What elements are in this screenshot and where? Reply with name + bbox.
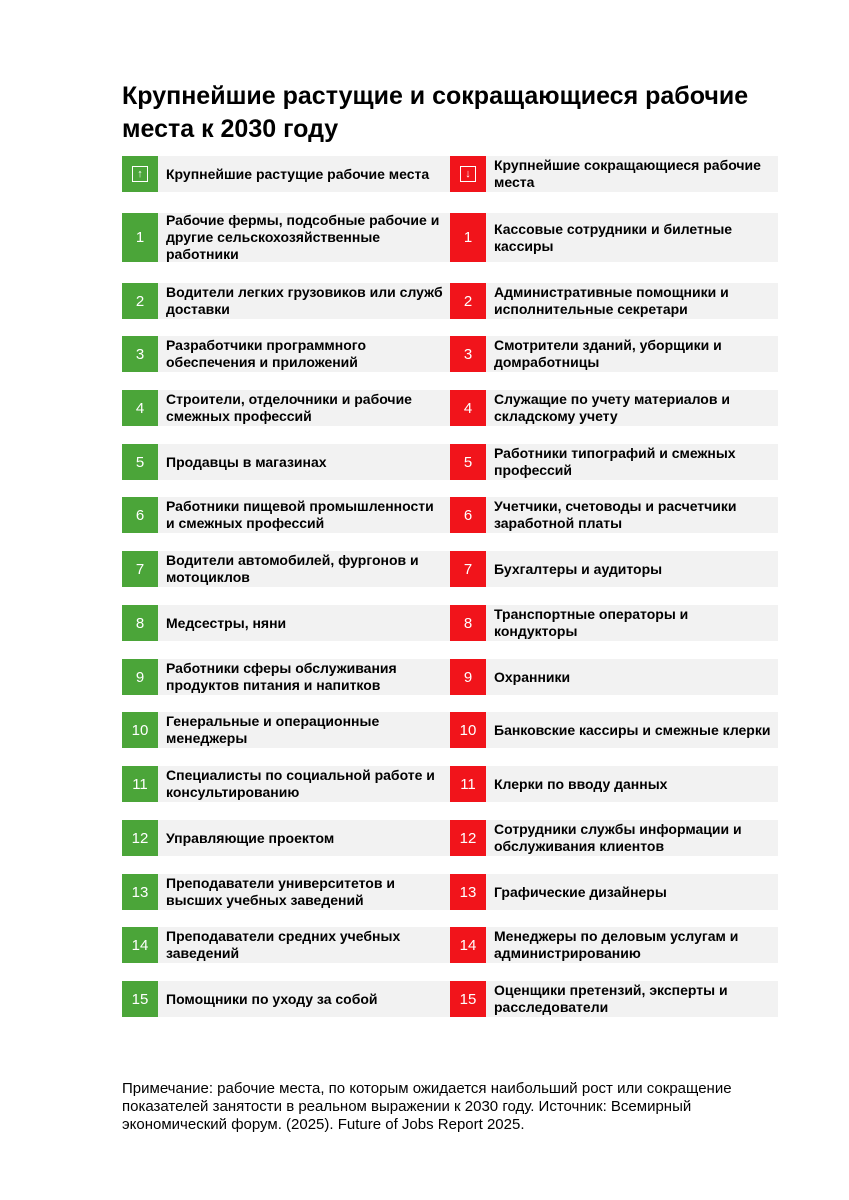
declining-list-item — [450, 712, 778, 748]
declining-list-item — [450, 981, 778, 1017]
growing-list-item — [122, 874, 450, 910]
growing-rank: 14 — [122, 927, 158, 963]
growing-job-label: Генеральные и операционные менеджеры — [166, 713, 380, 746]
declining-job-label: Охранники — [494, 668, 571, 685]
growing-job-label: Работники сферы обслуживания продуктов питания и напитков — [166, 660, 397, 693]
growing-list-item — [122, 927, 450, 963]
growing-list-item — [122, 444, 450, 480]
declining-list-item — [450, 390, 778, 426]
growing-job-label: Работники пищевой промышленности и смежных профессий — [166, 498, 434, 531]
declining-list-item — [450, 551, 778, 587]
growing-rank: 3 — [122, 336, 158, 372]
growing-header-label: Крупнейшие растущие рабочие места — [166, 165, 430, 182]
growing-job-label: Строители, отделочники и рабочие смежных профессий — [166, 391, 412, 424]
growing-job-label: Водители легких грузовиков или служб доставки — [166, 284, 443, 317]
declining-list-item — [450, 283, 778, 319]
declining-job-label: Клерки по вводу данных — [494, 775, 668, 792]
declining-rank: 10 — [450, 712, 486, 748]
growing-job-label: Преподаватели средних учебных заведений — [166, 928, 401, 961]
growing-list-item — [122, 213, 450, 262]
growing-job-label: Медсестры, няни — [166, 614, 287, 631]
declining-list-item — [450, 766, 778, 802]
declining-list-item — [450, 336, 778, 372]
growing-list-item — [122, 283, 450, 319]
declining-header — [450, 156, 778, 192]
growing-list-item — [122, 712, 450, 748]
declining-job-label: Работники типографий и смежных профессий — [494, 445, 736, 478]
declining-job-label: Менеджеры по деловым услугам и администрированию — [494, 928, 739, 961]
growing-list-item — [122, 605, 450, 641]
declining-job-label: Смотрители зданий, уборщики и домработницы — [494, 337, 722, 370]
declining-rank: 11 — [450, 766, 486, 802]
declining-list-item — [450, 874, 778, 910]
declining-job-label: Административные помощники и исполнительные секретари — [494, 284, 729, 317]
declining-rank: 2 — [450, 283, 486, 319]
page-title: Крупнейшие растущие и сокращающиеся рабочие места к 2030 году — [122, 82, 749, 143]
growing-rank: 1 — [122, 213, 158, 262]
declining-job-label: Бухгалтеры и аудиторы — [494, 560, 663, 577]
growing-job-label: Рабочие фермы, подсобные рабочие и другие сельскохозяйственные работники — [166, 212, 440, 262]
growing-rank: 13 — [122, 874, 158, 910]
growing-list-item — [122, 766, 450, 802]
declining-rank: 3 — [450, 336, 486, 372]
declining-job-label: Банковские кассиры и смежные клерки — [494, 721, 771, 738]
declining-list-item — [450, 927, 778, 963]
declining-job-label: Служащие по учету материалов и складскому учету — [494, 391, 730, 424]
declining-rank: 5 — [450, 444, 486, 480]
footnote: Примечание: рабочие места, по которым ожидается наибольший рост или сокращение показателей занятости в реальном выражении к 2030 году. Источник: Всемирный экономический форум. (2025). Future of Jobs Report 2025. — [122, 1080, 732, 1133]
growing-job-label: Разработчики программного обеспечения и приложений — [166, 337, 366, 370]
declining-rank: 8 — [450, 605, 486, 641]
declining-rank: 14 — [450, 927, 486, 963]
declining-rank: 9 — [450, 659, 486, 695]
declining-job-label: Графические дизайнеры — [494, 883, 667, 900]
declining-list-item — [450, 444, 778, 480]
growing-rank: 8 — [122, 605, 158, 641]
growing-list-item — [122, 981, 450, 1017]
growing-job-label: Помощники по уходу за собой — [166, 990, 378, 1007]
growing-rank: 15 — [122, 981, 158, 1017]
declining-list-item — [450, 659, 778, 695]
growing-header — [122, 156, 450, 192]
growing-list-item — [122, 659, 450, 695]
growing-rank: 10 — [122, 712, 158, 748]
declining-list-item — [450, 213, 778, 262]
growing-job-label: Продавцы в магазинах — [166, 453, 327, 470]
growing-job-label: Специалисты по социальной работе и консультированию — [166, 767, 435, 800]
growing-list-item — [122, 820, 450, 856]
declining-job-label: Оценщики претензий, эксперты и расследователи — [494, 982, 728, 1015]
growing-list-item — [122, 551, 450, 587]
growing-rank: 2 — [122, 283, 158, 319]
declining-list-item — [450, 497, 778, 533]
declining-rank: 6 — [450, 497, 486, 533]
declining-job-label: Сотрудники службы информации и обслуживания клиентов — [494, 821, 742, 854]
arrow-up-icon: ↑ — [132, 166, 148, 182]
declining-rank: 12 — [450, 820, 486, 856]
growing-rank: 11 — [122, 766, 158, 802]
declining-list-item — [450, 605, 778, 641]
growing-rank: 7 — [122, 551, 158, 587]
growing-job-label: Водители автомобилей, фургонов и мотоциклов — [166, 552, 419, 585]
growing-rank: 4 — [122, 390, 158, 426]
growing-rank: 6 — [122, 497, 158, 533]
declining-rank: 1 — [450, 213, 486, 262]
growing-job-label: Преподаватели университетов и высших учебных заведений — [166, 875, 395, 908]
declining-rank: 13 — [450, 874, 486, 910]
growing-list-item — [122, 390, 450, 426]
declining-rank: 7 — [450, 551, 486, 587]
declining-job-label: Учетчики, счетоводы и расчетчики заработной платы — [494, 498, 737, 531]
growing-rank: 5 — [122, 444, 158, 480]
declining-rank: 4 — [450, 390, 486, 426]
declining-list-item — [450, 820, 778, 856]
growing-rank: 9 — [122, 659, 158, 695]
declining-job-label: Транспортные операторы и кондукторы — [494, 606, 689, 639]
declining-rank: 15 — [450, 981, 486, 1017]
growing-list-item — [122, 336, 450, 372]
declining-header-label: Крупнейшие сокращающиеся рабочие места — [494, 157, 761, 190]
growing-job-label: Управляющие проектом — [166, 829, 335, 846]
growing-rank: 12 — [122, 820, 158, 856]
growing-list-item — [122, 497, 450, 533]
declining-job-label: Кассовые сотрудники и билетные кассиры — [494, 220, 733, 254]
arrow-down-icon: ↓ — [460, 166, 476, 182]
